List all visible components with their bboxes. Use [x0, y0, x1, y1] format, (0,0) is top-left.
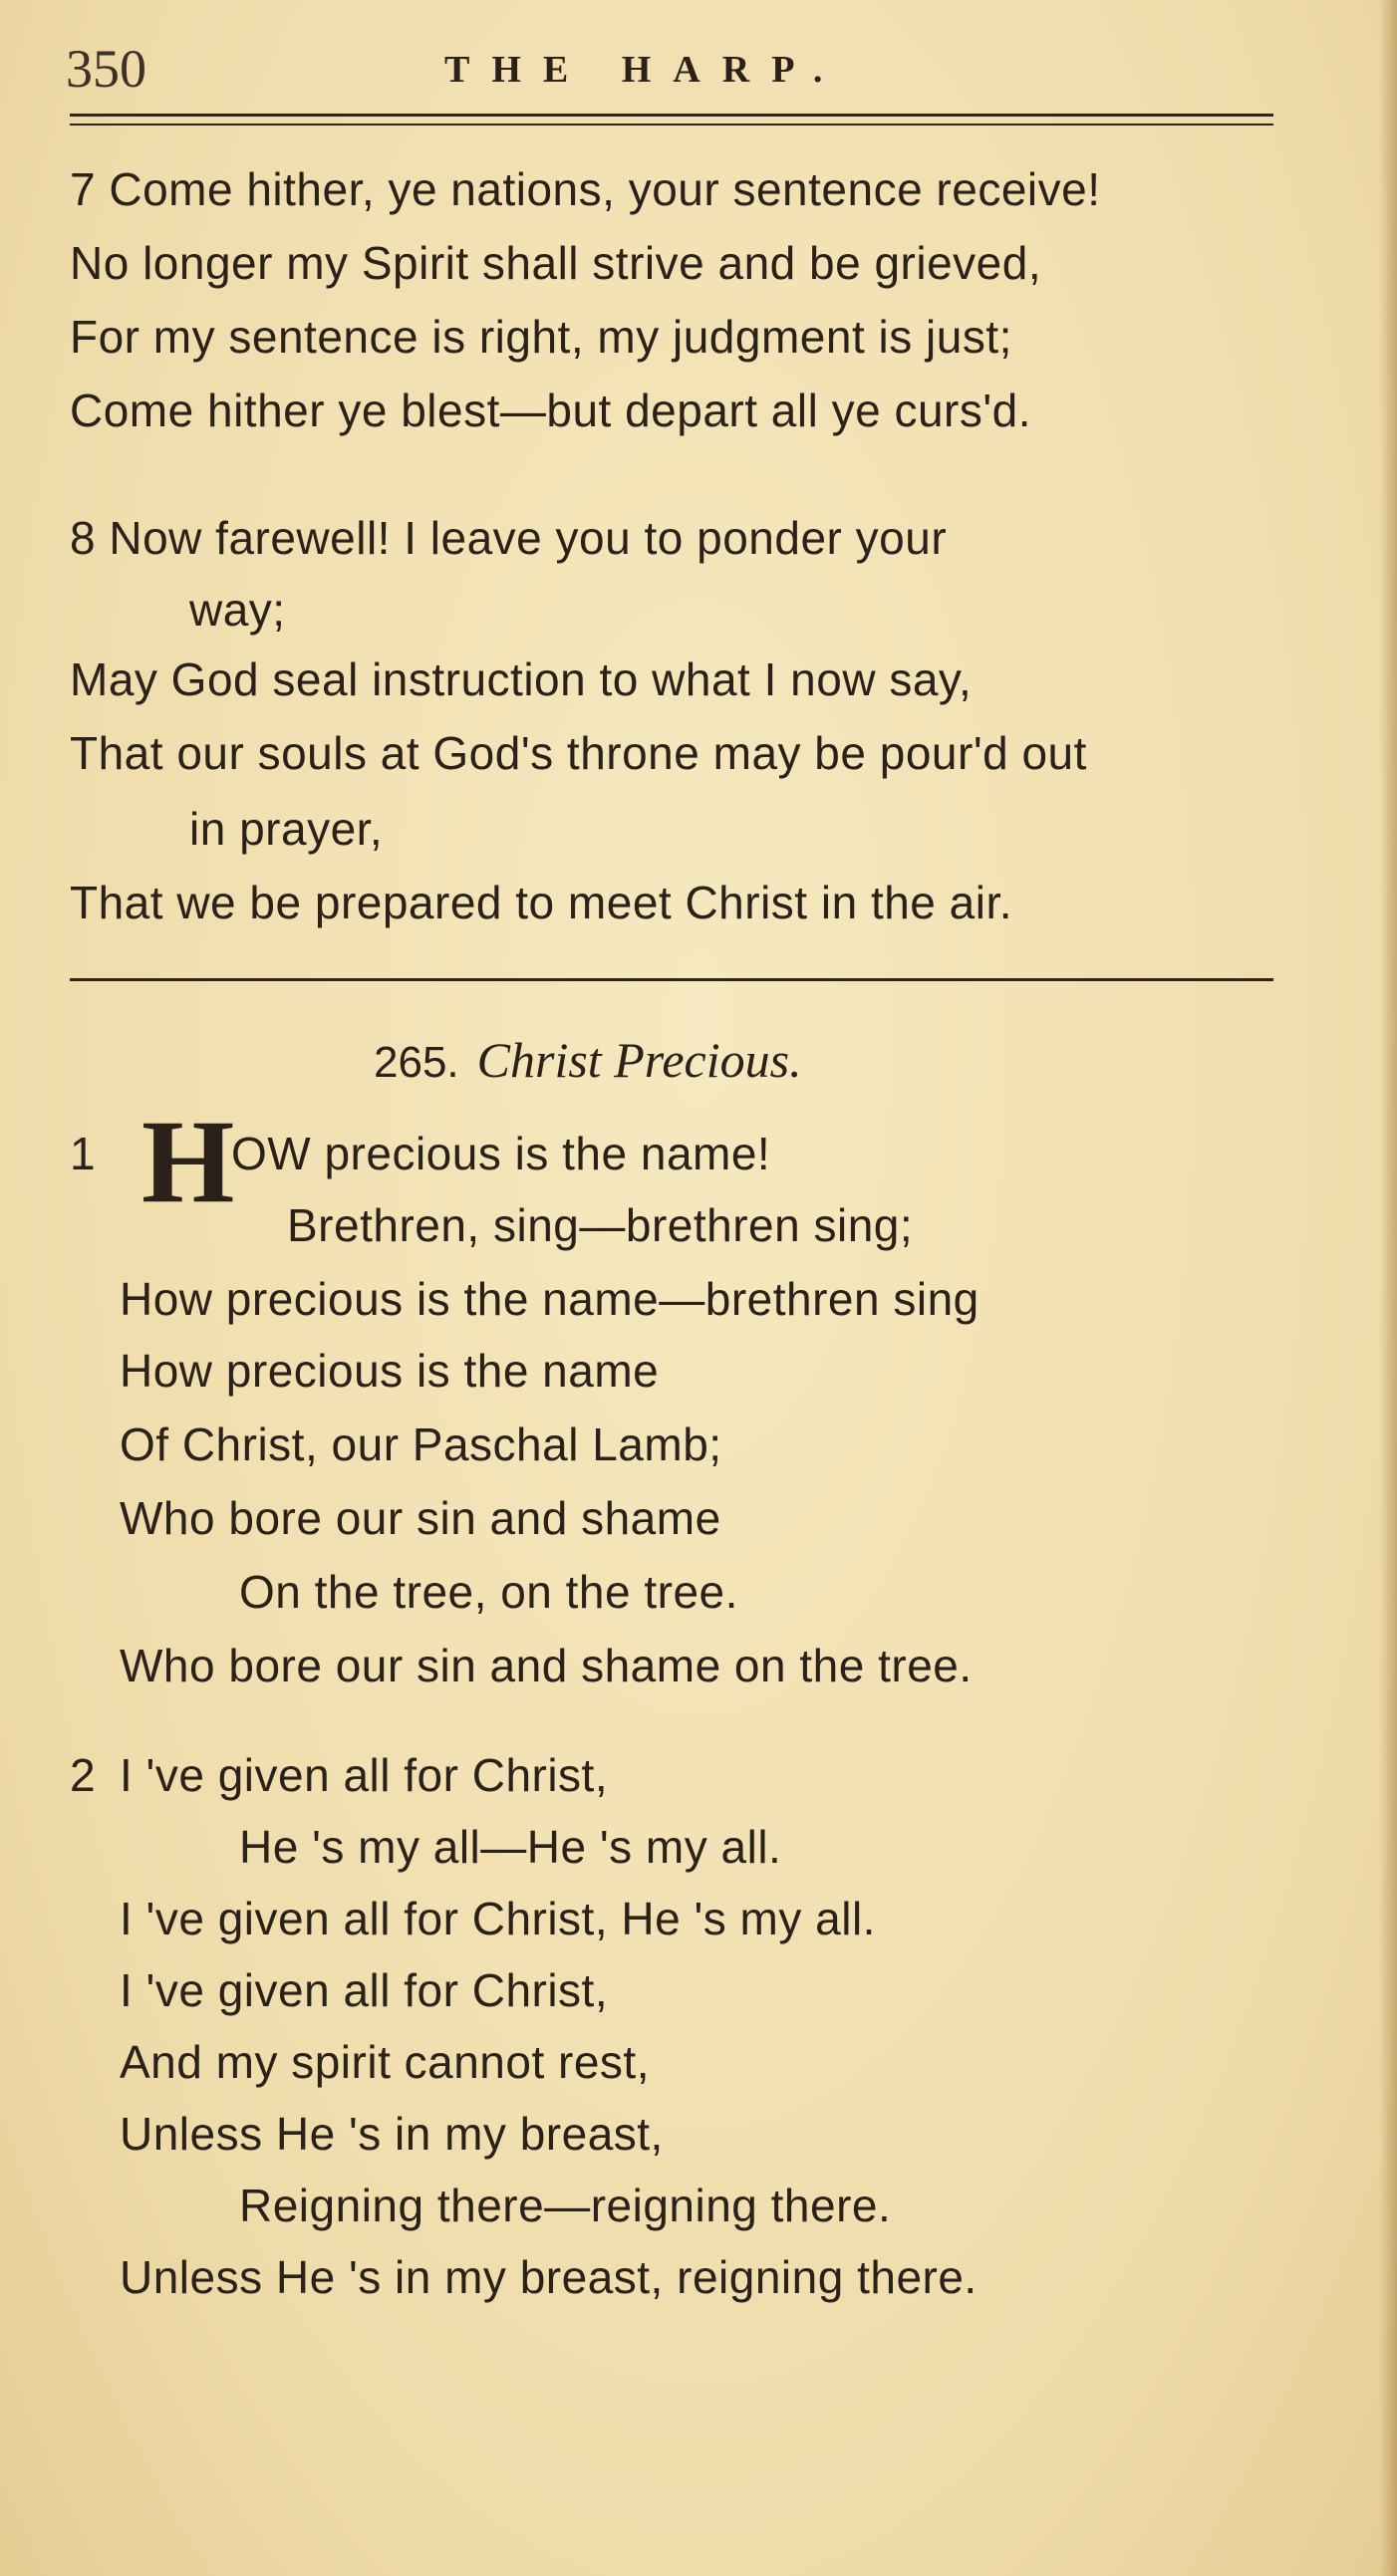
hymn-verse-2-number: 2 — [70, 1749, 97, 1801]
hymn-verse-2-line-5: And my spirit cannot rest, — [120, 2036, 650, 2088]
page-edge-shadow — [1379, 0, 1397, 2576]
hymn-verse-2-line-7: Reigning there—reigning there. — [239, 2180, 892, 2231]
header-rule-bottom — [70, 124, 1273, 126]
verse-7-line-1: 7 Come hither, ye nations, your sentence receive! — [70, 163, 1101, 215]
hymn-title: Christ Precious. — [476, 1032, 802, 1088]
verse-8-line-1: 8 Now farewell! I leave you to ponder your — [70, 512, 948, 564]
hymn-verse-2-line-2: He 's my all—He 's my all. — [239, 1821, 782, 1873]
hymn-verse-1-line-1: OW precious is the name! — [231, 1128, 771, 1179]
verse-8-line-4: That our souls at God's throne may be pour'd out — [70, 727, 1087, 779]
section-divider — [70, 978, 1273, 981]
verse-7-line-4: Come hither ye blest—but depart all ye curs'd. — [70, 385, 1032, 436]
verse-8-line-3: May God seal instruction to what I now say, — [70, 653, 973, 705]
hymn-verse-1-line-4: How precious is the name — [120, 1345, 660, 1397]
hymn-number: 265. — [374, 1038, 459, 1087]
hymn-verse-2-line-6: Unless He 's in my breast, — [120, 2108, 664, 2160]
verse-8-line-2: way; — [189, 584, 286, 636]
hymn-verse-2-line-4: I 've given all for Christ, — [120, 1964, 609, 2016]
hymn-verse-1-line-3: How precious is the name—brethren sing — [120, 1273, 979, 1325]
hymn-verse-1-line-6: Who bore our sin and shame — [120, 1492, 721, 1544]
hymn-verse-1-line-2: Brethren, sing—brethren sing; — [287, 1199, 914, 1251]
hymn-verse-2-line-3: I 've given all for Christ, He 's my all. — [120, 1893, 876, 1944]
verse-8-line-6: That we be prepared to meet Christ in the air. — [70, 877, 1013, 928]
running-title: THE HARP. — [444, 49, 845, 91]
hymn-verse-1-line-5: Of Christ, our Paschal Lamb; — [120, 1418, 722, 1470]
hymn-heading — [374, 1030, 802, 1093]
verse-7-line-3: For my sentence is right, my judgment is just; — [70, 311, 1012, 363]
page-header — [66, 34, 1271, 104]
hymn-verse-1-number: 1 — [70, 1128, 97, 1179]
header-rule-top — [70, 114, 1273, 117]
drop-cap: H — [141, 1095, 235, 1227]
hymn-verse-1-line-8: Who bore our sin and shame on the tree. — [120, 1640, 973, 1691]
hymn-verse-2-line-1: I 've given all for Christ, — [120, 1749, 609, 1801]
verse-7-line-2: No longer my Spirit shall strive and be grieved, — [70, 237, 1042, 289]
hymn-verse-1-line-7: On the tree, on the tree. — [239, 1566, 738, 1618]
verse-8-line-5: in prayer, — [189, 803, 384, 855]
hymn-verse-2-line-8: Unless He 's in my breast, reigning there. — [120, 2251, 978, 2303]
page-number: 350 — [66, 39, 146, 99]
